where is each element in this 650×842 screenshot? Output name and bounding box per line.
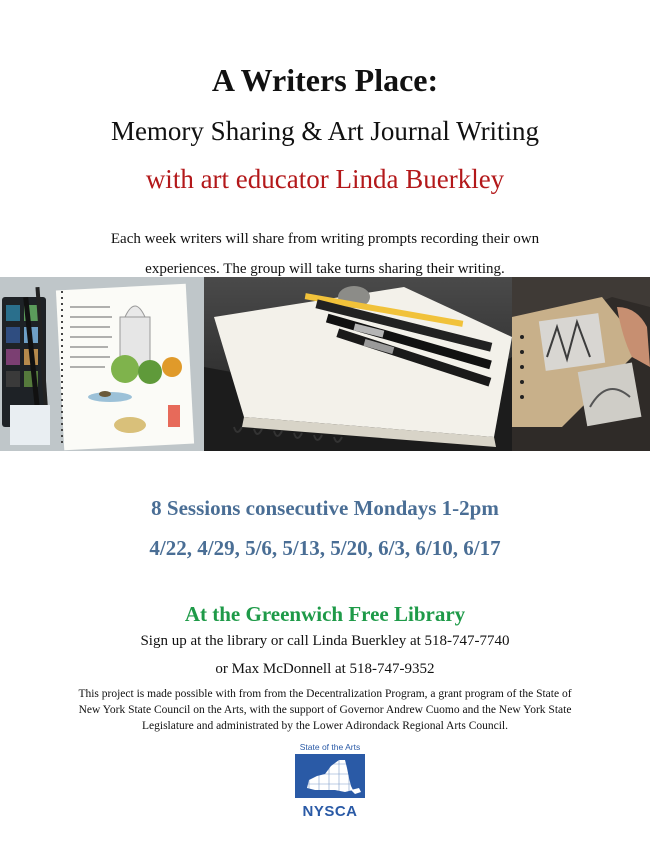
signup-line-2: or Max McDonnell at 518-747-9352: [215, 661, 435, 677]
credits-line-2: New York State Council on the Arts, with the support of Governor Andrew Cuomo and the New York State: [78, 704, 572, 716]
sessions-line: 8 Sessions consecutive Mondays 1-2pm: [151, 496, 499, 520]
description-line-1: Each week writers will share from writing prompts recording their own: [110, 231, 540, 247]
ny-state-map-icon: [295, 752, 365, 798]
art-journal-photo: [0, 277, 204, 451]
logo-bottom-text: NYSCA: [302, 803, 358, 820]
nysca-logo: [295, 742, 365, 820]
subtitle: Memory Sharing & Art Journal Writing: [110, 116, 540, 146]
funding-credits: [30, 686, 620, 734]
description: [60, 224, 590, 284]
description-line-2: experiences. The group will take turns sharing their writing.: [145, 261, 505, 277]
photo-strip: [0, 277, 650, 451]
presenter-line: with art educator Linda Buerkley: [145, 164, 505, 194]
page-title: A Writers Place:: [211, 62, 439, 98]
logo-top-text: State of the Arts: [299, 742, 361, 752]
credits-line-1: This project is made possible with from from the Decentralization Program, a grant program of the State of: [78, 688, 572, 700]
credits-line-3: Legislature and administrated by the Lower Adirondack Regional Arts Council.: [142, 720, 508, 732]
signup-line-1: Sign up at the library or call Linda Buerkley at 518-747-7740: [140, 633, 510, 649]
location-heading: At the Greenwich Free Library: [184, 602, 466, 626]
session-dates: 4/22, 4/29, 5/6, 5/13, 5/20, 6/3, 6/10, 6/17: [149, 536, 501, 560]
sketchbook-pens-photo: [204, 277, 512, 451]
hand-sketch-journal-photo: [512, 277, 650, 451]
